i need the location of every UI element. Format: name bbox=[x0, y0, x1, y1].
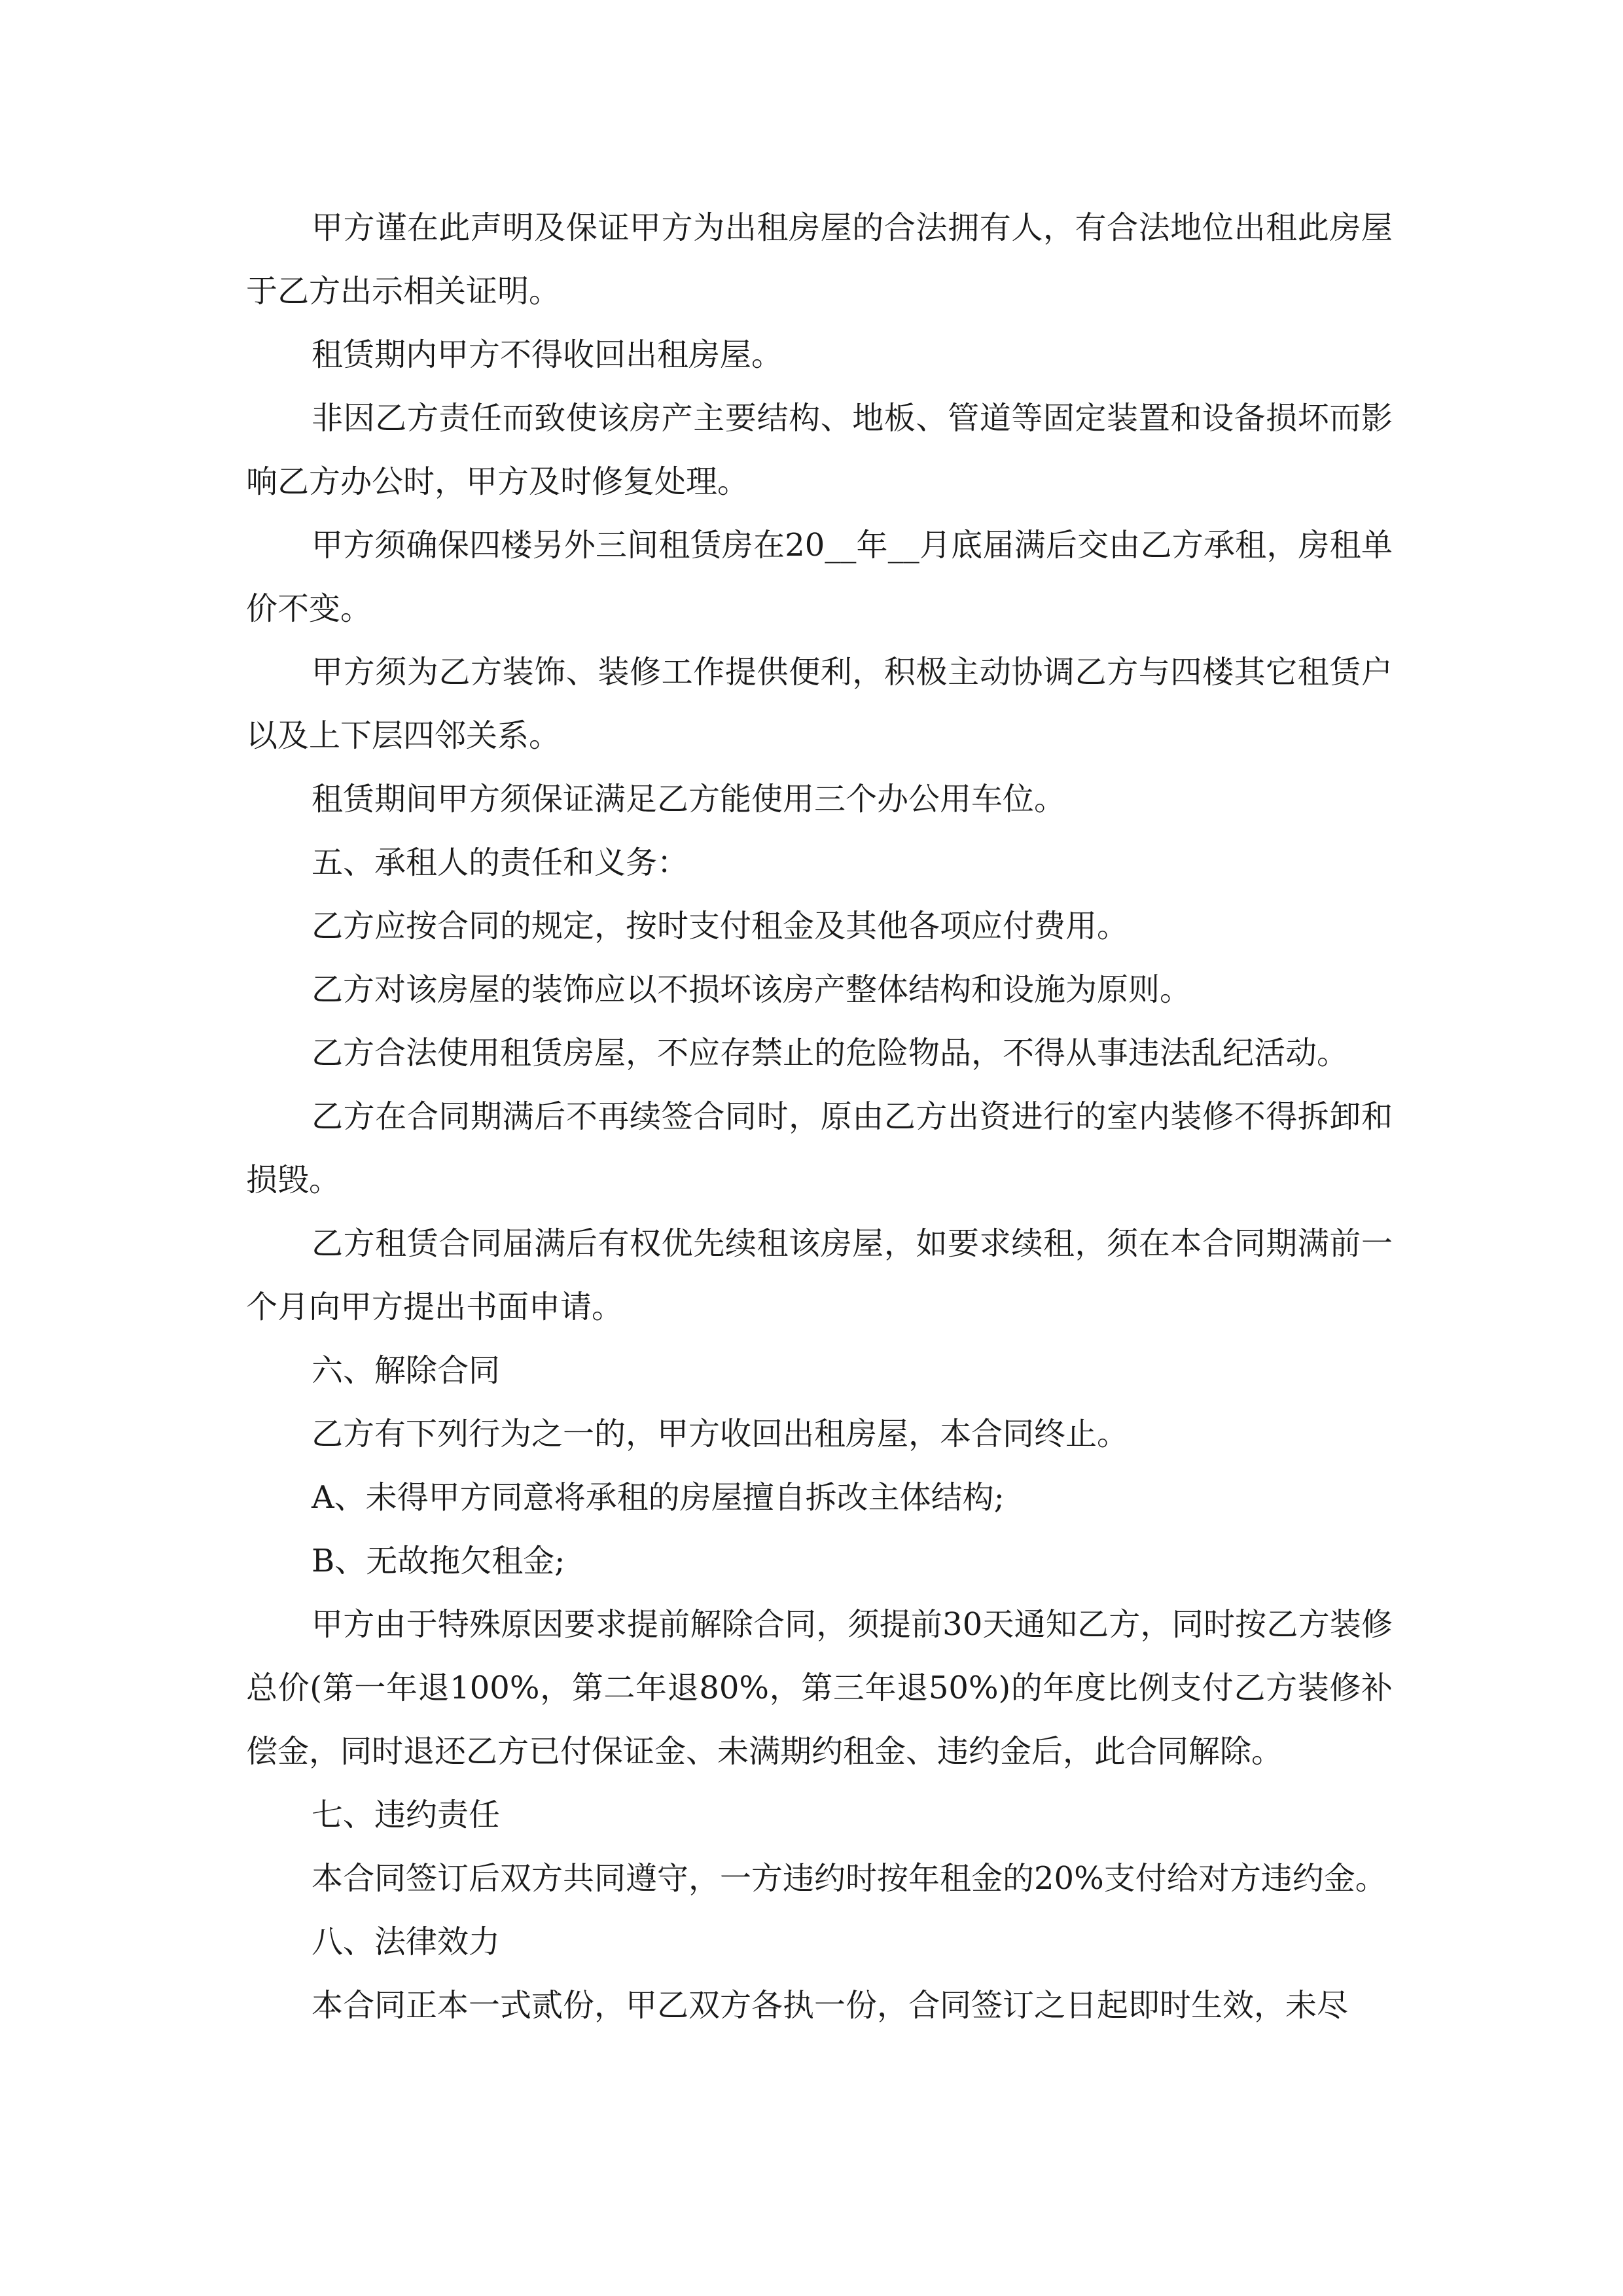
list-item: A、未得甲方同意将承租的房屋擅自拆改主体结构; bbox=[312, 1479, 1005, 1516]
paragraph: 乙方租赁合同届满后有权优先续租该房屋，如要求续租，须在本合同期满前一个月向甲方提出书面申请。 bbox=[246, 1225, 1393, 1325]
paragraph: 甲方由于特殊原因要求提前解除合同，须提前30天通知乙方，同时按乙方装修总价(第一年退100%，第二年退80%，第三年退50%)的年度比例支付乙方装修补偿金，同时退还乙方已付保证金、未满期约租金、违约金后，此合同解除。 bbox=[246, 1606, 1393, 1770]
paragraph: 乙方应按合同的规定，按时支付租金及其他各项应付费用。 bbox=[312, 908, 1129, 944]
section-heading: 五、承租人的责任和义务： bbox=[312, 844, 689, 881]
paragraph: 租赁期间甲方须保证满足乙方能使用三个办公用车位。 bbox=[312, 781, 1066, 817]
paragraph: 乙方有下列行为之一的，甲方收回出租房屋，本合同终止。 bbox=[312, 1416, 1129, 1452]
paragraph: 乙方对该房屋的装饰应以不损坏该房产整体结构和设施为原则。 bbox=[312, 971, 1192, 1008]
paragraph: 乙方合法使用租赁房屋，不应存禁止的危险物品，不得从事违法乱纪活动。 bbox=[312, 1035, 1349, 1071]
paragraph: 租赁期内甲方不得收回出租房屋。 bbox=[312, 336, 783, 373]
list-item: B、无故拖欠租金; bbox=[312, 1543, 565, 1579]
paragraph: 乙方在合同期满后不再续签合同时，原由乙方出资进行的室内装修不得拆卸和损毁。 bbox=[246, 1098, 1393, 1198]
section-heading: 六、解除合同 bbox=[312, 1352, 501, 1389]
section-heading: 七、违约责任 bbox=[312, 1797, 501, 1833]
paragraph: 甲方须确保四楼另外三间租赁房在20__年__月底届满后交由乙方承租，房租单价不变。 bbox=[246, 527, 1393, 627]
paragraph: 本合同正本一式贰份，甲乙双方各执一份，合同签订之日起即时生效，未尽 bbox=[312, 1987, 1349, 2024]
section-heading: 八、法律效力 bbox=[312, 1924, 501, 1960]
paragraph: 甲方谨在此声明及保证甲方为出租房屋的合法拥有人，有合法地位出租此房屋于乙方出示相关证明。 bbox=[246, 209, 1393, 310]
paragraph: 甲方须为乙方装饰、装修工作提供便利，积极主动协调乙方与四楼其它租赁户以及上下层四邻关系。 bbox=[246, 654, 1393, 754]
paragraph: 本合同签订后双方共同遵守，一方违约时按年租金的20%支付给对方违约金。 bbox=[312, 1860, 1387, 1897]
document-body bbox=[246, 196, 1393, 2037]
paragraph: 非因乙方责任而致使该房产主要结构、地板、管道等固定装置和设备损坏而影响乙方办公时，甲方及时修复处理。 bbox=[246, 400, 1393, 500]
